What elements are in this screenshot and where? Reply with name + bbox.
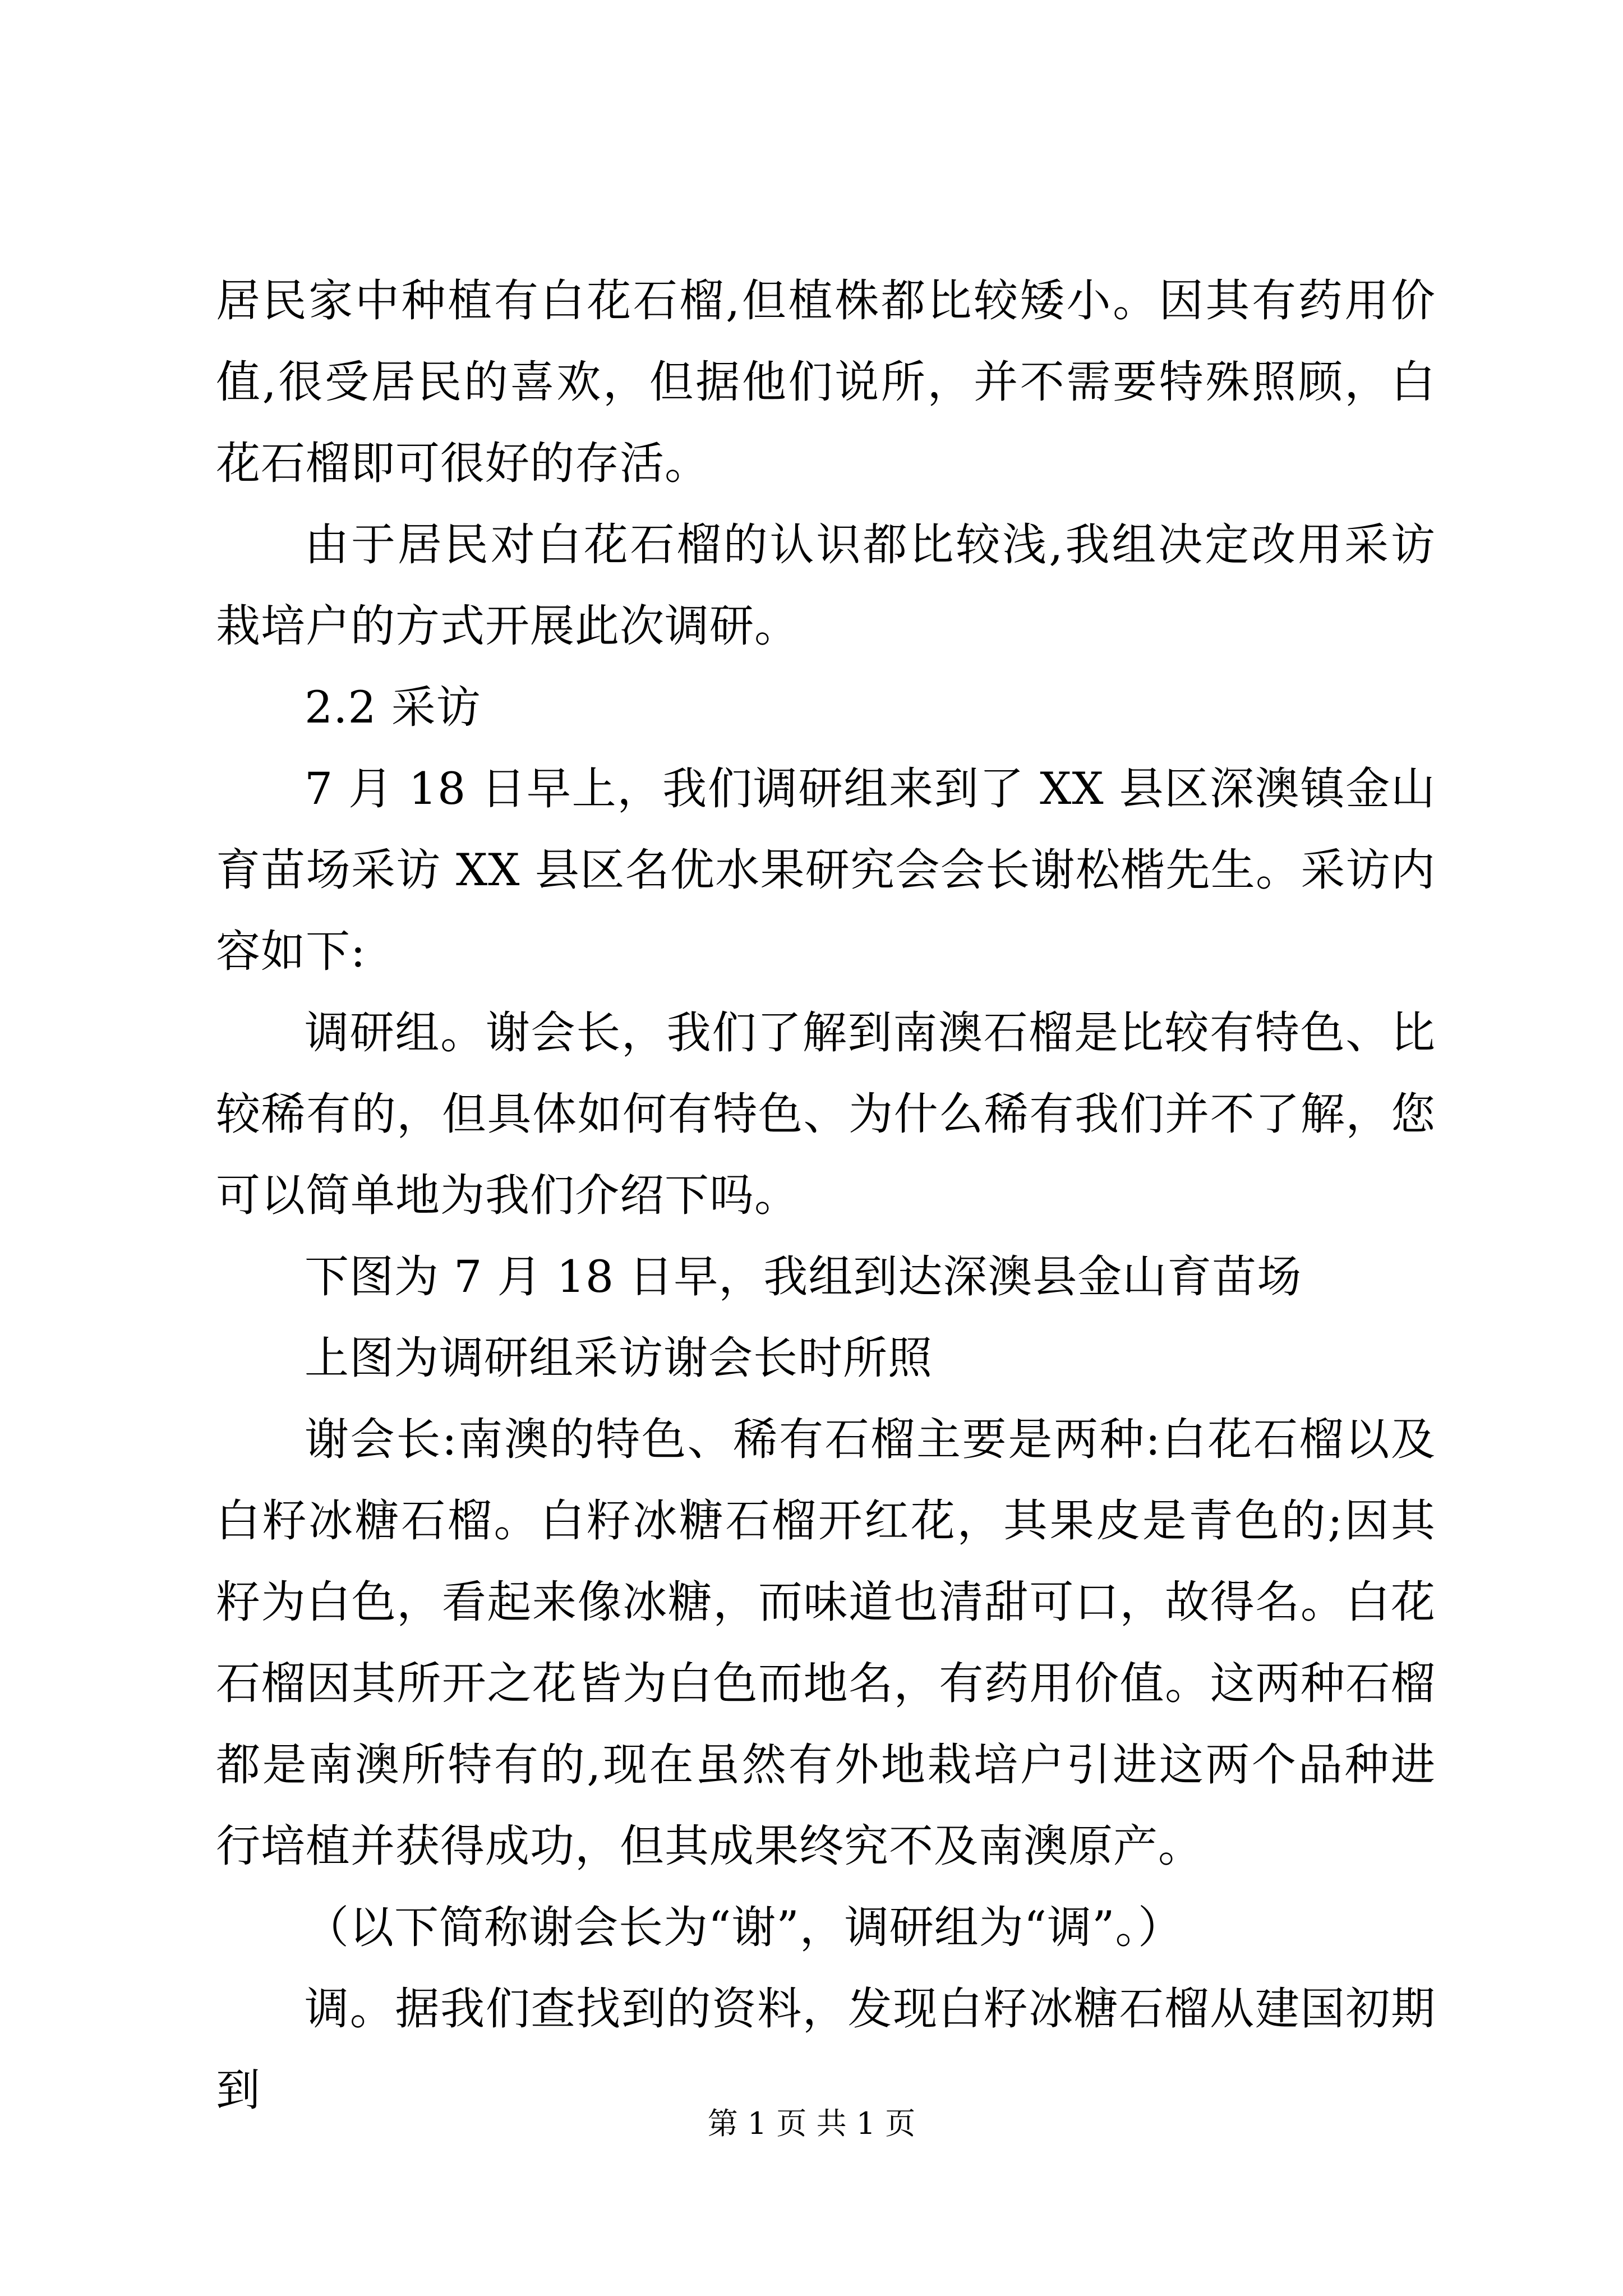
document-body: [216, 260, 1436, 2131]
paragraph-research-group-question: 调研组。谢会长，我们了解到南澳石榴是比较有特色、比较稀有的，但具体如何有特色、为什么稀有我们并不了解，您可以简单地为我们介绍下吗。: [216, 1007, 1436, 1221]
paragraph-chairman-answer: 谢会长:南澳的特色、稀有石榴主要是两种:白花石榴以及白籽冰糖石榴。白籽冰糖石榴开红花，其果皮是青色的;因其籽为白色，看起来像冰糖，而味道也清甜可口，故得名。白花石榴因其所开之花皆为白色而地名，有药用价值。这两种石榴都是南澳所特有的,现在虽然有外地栽培户引进这两个品种进行培植并获得成功，但其成果终究不及南澳原产。: [216, 1414, 1436, 1872]
paragraph-residents-cultivation: 居民家中种植有白花石榴,但植株都比较矮小。因其有药用价值,很受居民的喜欢，但据他们说所，并不需要特殊照顾，白花石榴即可很好的存活。: [216, 275, 1436, 489]
paragraph-interview-intro: 7 月 18 日早上，我们调研组来到了 XX 县区深澳镇金山育苗场采访 XX 县区名优水果研究会会长谢松楷先生。采访内容如下:: [216, 763, 1436, 977]
paragraph-research-method: 由于居民对白花石榴的认识都比较浅,我组决定改用采访栽培户的方式开展此次调研。: [216, 519, 1436, 652]
caption-photo-arrival: 下图为 7 月 18 日早，我组到达深澳县金山育苗场: [305, 1251, 1302, 1303]
paragraph-abbreviation-note: （以下简称谢会长为“谢”，调研组为“调”。）: [305, 1902, 1183, 1953]
paragraph-follow-up-question: 调。据我们查找到的资料，发现白籽冰糖石榴从建国初期到: [216, 1983, 1436, 2116]
caption-photo-interview: 上图为调研组采访谢会长时所照: [305, 1332, 933, 1384]
section-heading-interview: 2.2 采访: [305, 682, 481, 733]
page-footer: 第 1 页 共 1 页: [707, 2106, 916, 2141]
